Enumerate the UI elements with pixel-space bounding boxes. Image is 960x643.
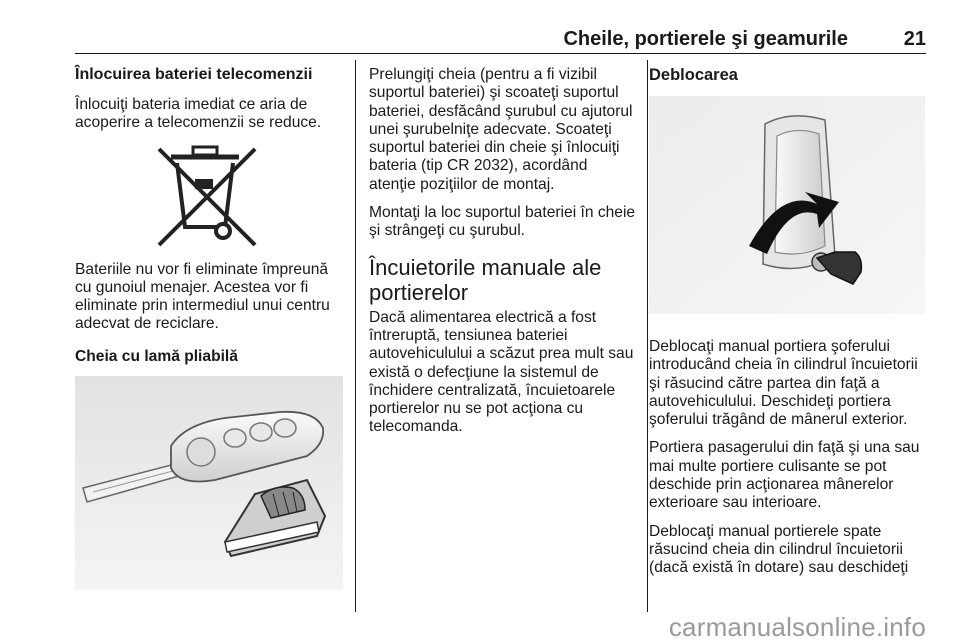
- door-lock-illustration: [649, 96, 925, 314]
- rear-doors-text: Deblocaţi manual portierele spate răsucind cheia din cilindrul încuietorii (dacă există în dotare) sau deschideţi: [649, 522, 909, 577]
- manual-locks-text: Dacă alimentarea electrică a fost întreruptă, tensiunea bateriei autovehiculului a scăzut prea mult sau există o defecţiune la sistemul de închidere centralizată, încuietoarele portierelor nu se pot acţiona cu telecomanda.: [369, 308, 634, 436]
- column-divider-2: [647, 60, 648, 612]
- column-1: [75, 66, 343, 590]
- battery-replace-text: Prelungiţi cheia (pentru a fi vizibil suportul bateriei) şi scoateţi suportul bateriei, desfăcând şurubul cu ajutorul unei şurubelniţe adecvate. Scoateţi suportul bateriei din cheie şi înlocuiţi bateria (tip CR 2032), acordând atenţie poziţiilor de montaj.: [369, 66, 633, 193]
- page-number: 21: [903, 28, 926, 50]
- column-divider-1: [355, 60, 356, 612]
- folding-key-heading: Cheia cu lamă pliabilă: [75, 347, 238, 365]
- driver-door-unlock-text: Deblocaţi manual portiera şoferului introducând cheia în cilindrul încuietorii şi răsucind către partea din faţă a autovehiculului. Deschideţi portiera şoferului trăgând de mânerul exterior.: [649, 338, 918, 429]
- column-2: [369, 66, 637, 447]
- battery-disposal-text: Bateriile nu vor fi eliminate împreună cu gunoiul menajer. Acestea vor fi eliminate prin intermediul unui centru adecvat de reciclare.: [75, 260, 330, 333]
- unlocking-heading: Deblocarea: [649, 66, 738, 84]
- passenger-door-text: Portiera pasagerului din faţă şi una sau mai multe portiere culisante se pot deschide prin acţionarea mânerelor exterioare sau interioare.: [649, 439, 920, 512]
- page-title: Cheile, portierele şi geamurile: [563, 28, 848, 50]
- crossed-out-wheelie-bin-icon: [75, 143, 343, 247]
- column-3: [649, 66, 929, 588]
- battery-refit-text: Montaţi la loc suportul bateriei în cheie şi strângeţi cu şurubul.: [369, 204, 636, 240]
- page-header: [75, 28, 926, 54]
- battery-section-heading: Înlocuirea bateriei telecomenzii: [75, 66, 313, 83]
- battery-intro-text: Înlocuiţi bateria imediat ce aria de acoperire a telecomenzii se reduce.: [75, 96, 322, 132]
- folding-key-illustration: [75, 376, 343, 590]
- watermark: carmanualsonline.info: [668, 612, 926, 642]
- manual-locks-heading: Încuietorile manuale ale portierelor: [369, 254, 602, 305]
